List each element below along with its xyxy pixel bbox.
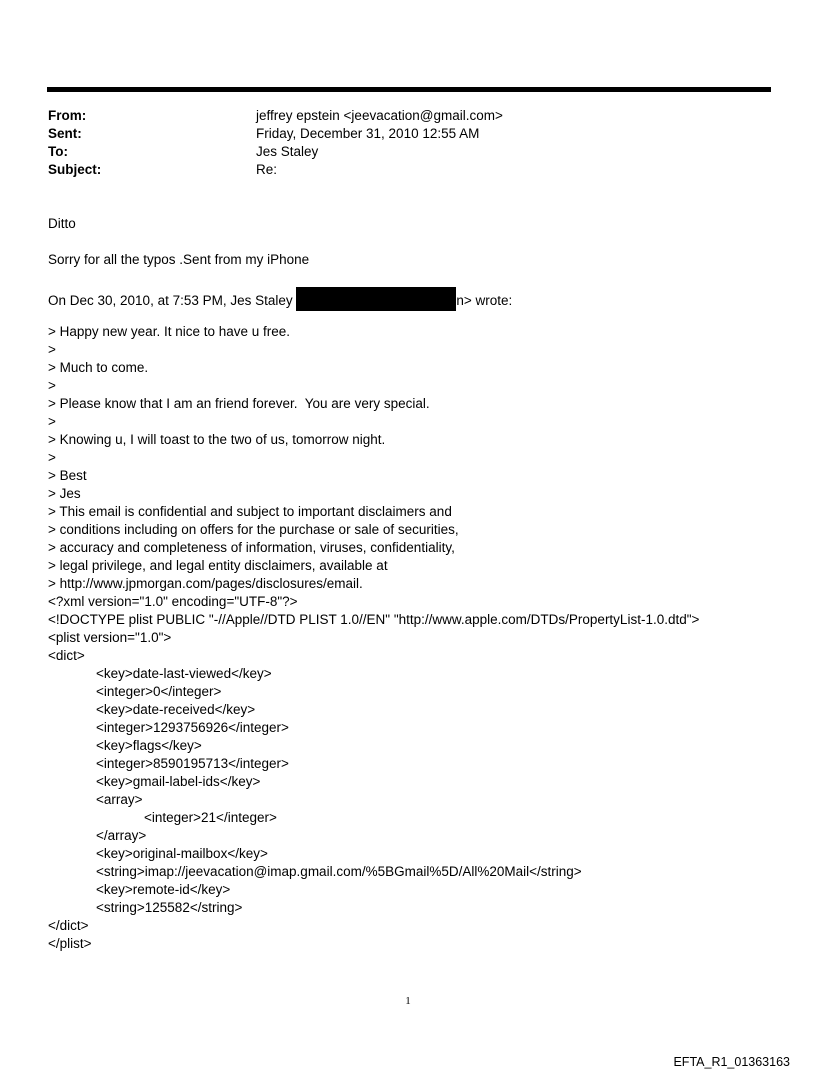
xml-line: </dict> xyxy=(48,918,89,933)
quoted-line: > This email is confidential and subject to important disclaimers and xyxy=(48,504,452,519)
wrote-line xyxy=(48,287,788,308)
email-header xyxy=(48,107,503,179)
quoted-line: > xyxy=(48,378,56,393)
xml-line: <key>date-last-viewed</key> xyxy=(96,666,272,681)
xml-line: <string>125582</string> xyxy=(96,900,243,915)
redaction-block xyxy=(296,287,456,311)
body-line-ditto: Ditto xyxy=(48,216,76,231)
xml-line: <dict> xyxy=(48,648,85,663)
quoted-line: > xyxy=(48,342,56,357)
xml-line: <key>original-mailbox</key> xyxy=(96,846,268,861)
header-rule xyxy=(47,87,771,92)
xml-line: <integer>8590195713</integer> xyxy=(96,756,289,771)
xml-line: <?xml version="1.0" encoding="UTF-8"?> xyxy=(48,594,298,609)
quoted-line: > Please know that I am an friend forever. You are very special. xyxy=(48,396,430,411)
wrote-prefix: On Dec 30, 2010, at 7:53 PM, Jes Staley xyxy=(48,293,297,308)
quoted-line: > Best xyxy=(48,468,87,483)
subject-value: Re: xyxy=(256,162,278,177)
bates-number: EFTA_R1_01363163 xyxy=(673,1055,790,1069)
xml-line: <key>date-received</key> xyxy=(96,702,256,717)
plist-xml xyxy=(48,593,788,953)
quoted-line: > Jes xyxy=(48,486,81,501)
to-value: Jes Staley xyxy=(256,144,319,159)
body-line-sorry: Sorry for all the typos .Sent from my iPhone xyxy=(48,252,310,267)
xml-line: <key>remote-id</key> xyxy=(96,882,231,897)
to-row xyxy=(48,143,503,161)
to-label: To: xyxy=(48,144,68,159)
quoted-line: > legal privilege, and legal entity disclaimers, available at xyxy=(48,558,388,573)
from-value: jeffrey epstein <jeevacation@gmail.com> xyxy=(256,108,503,123)
quoted-line: > Knowing u, I will toast to the two of us, tomorrow night. xyxy=(48,432,386,447)
subject-row xyxy=(48,161,503,179)
xml-line: <integer>1293756926</integer> xyxy=(96,720,289,735)
sent-label: Sent: xyxy=(48,126,82,141)
quoted-line: > http://www.jpmorgan.com/pages/disclosures/email. xyxy=(48,576,363,591)
from-label: From: xyxy=(48,108,87,123)
wrote-suffix: > wrote: xyxy=(463,293,513,308)
email-body xyxy=(48,215,788,953)
xml-line: <integer>0</integer> xyxy=(96,684,222,699)
sent-row xyxy=(48,125,503,143)
xml-line: <!DOCTYPE plist PUBLIC "-//Apple//DTD PLIST 1.0//EN" "http://www.apple.com/DTDs/PropertyList-1.0.dtd"> xyxy=(48,612,700,627)
quoted-line: > accuracy and completeness of information, viruses, confidentiality, xyxy=(48,540,455,555)
quoted-line: > conditions including on offers for the purchase or sale of securities, xyxy=(48,522,459,537)
quoted-line: > Much to come. xyxy=(48,360,149,375)
xml-line: <integer>21</integer> xyxy=(144,810,277,825)
quoted-line: > Happy new year. It nice to have u free. xyxy=(48,324,291,339)
xml-line: <string>imap://jeevacation@imap.gmail.com/%5BGmail%5D/All%20Mail</string> xyxy=(96,864,582,879)
xml-line: <key>flags</key> xyxy=(96,738,202,753)
quoted-line: > xyxy=(48,450,56,465)
page-number: 1 xyxy=(405,995,411,1007)
xml-line: <array> xyxy=(96,792,143,807)
quoted-line: > xyxy=(48,414,56,429)
sent-value: Friday, December 31, 2010 12:55 AM xyxy=(256,126,480,141)
wrote-tail-char: n xyxy=(456,293,464,308)
subject-label: Subject: xyxy=(48,162,102,177)
xml-line: <plist version="1.0"> xyxy=(48,630,172,645)
xml-line: </array> xyxy=(96,828,147,843)
xml-line: </plist> xyxy=(48,936,92,951)
from-row xyxy=(48,107,503,125)
quoted-message xyxy=(48,323,788,593)
xml-line: <key>gmail-label-ids</key> xyxy=(96,774,261,789)
